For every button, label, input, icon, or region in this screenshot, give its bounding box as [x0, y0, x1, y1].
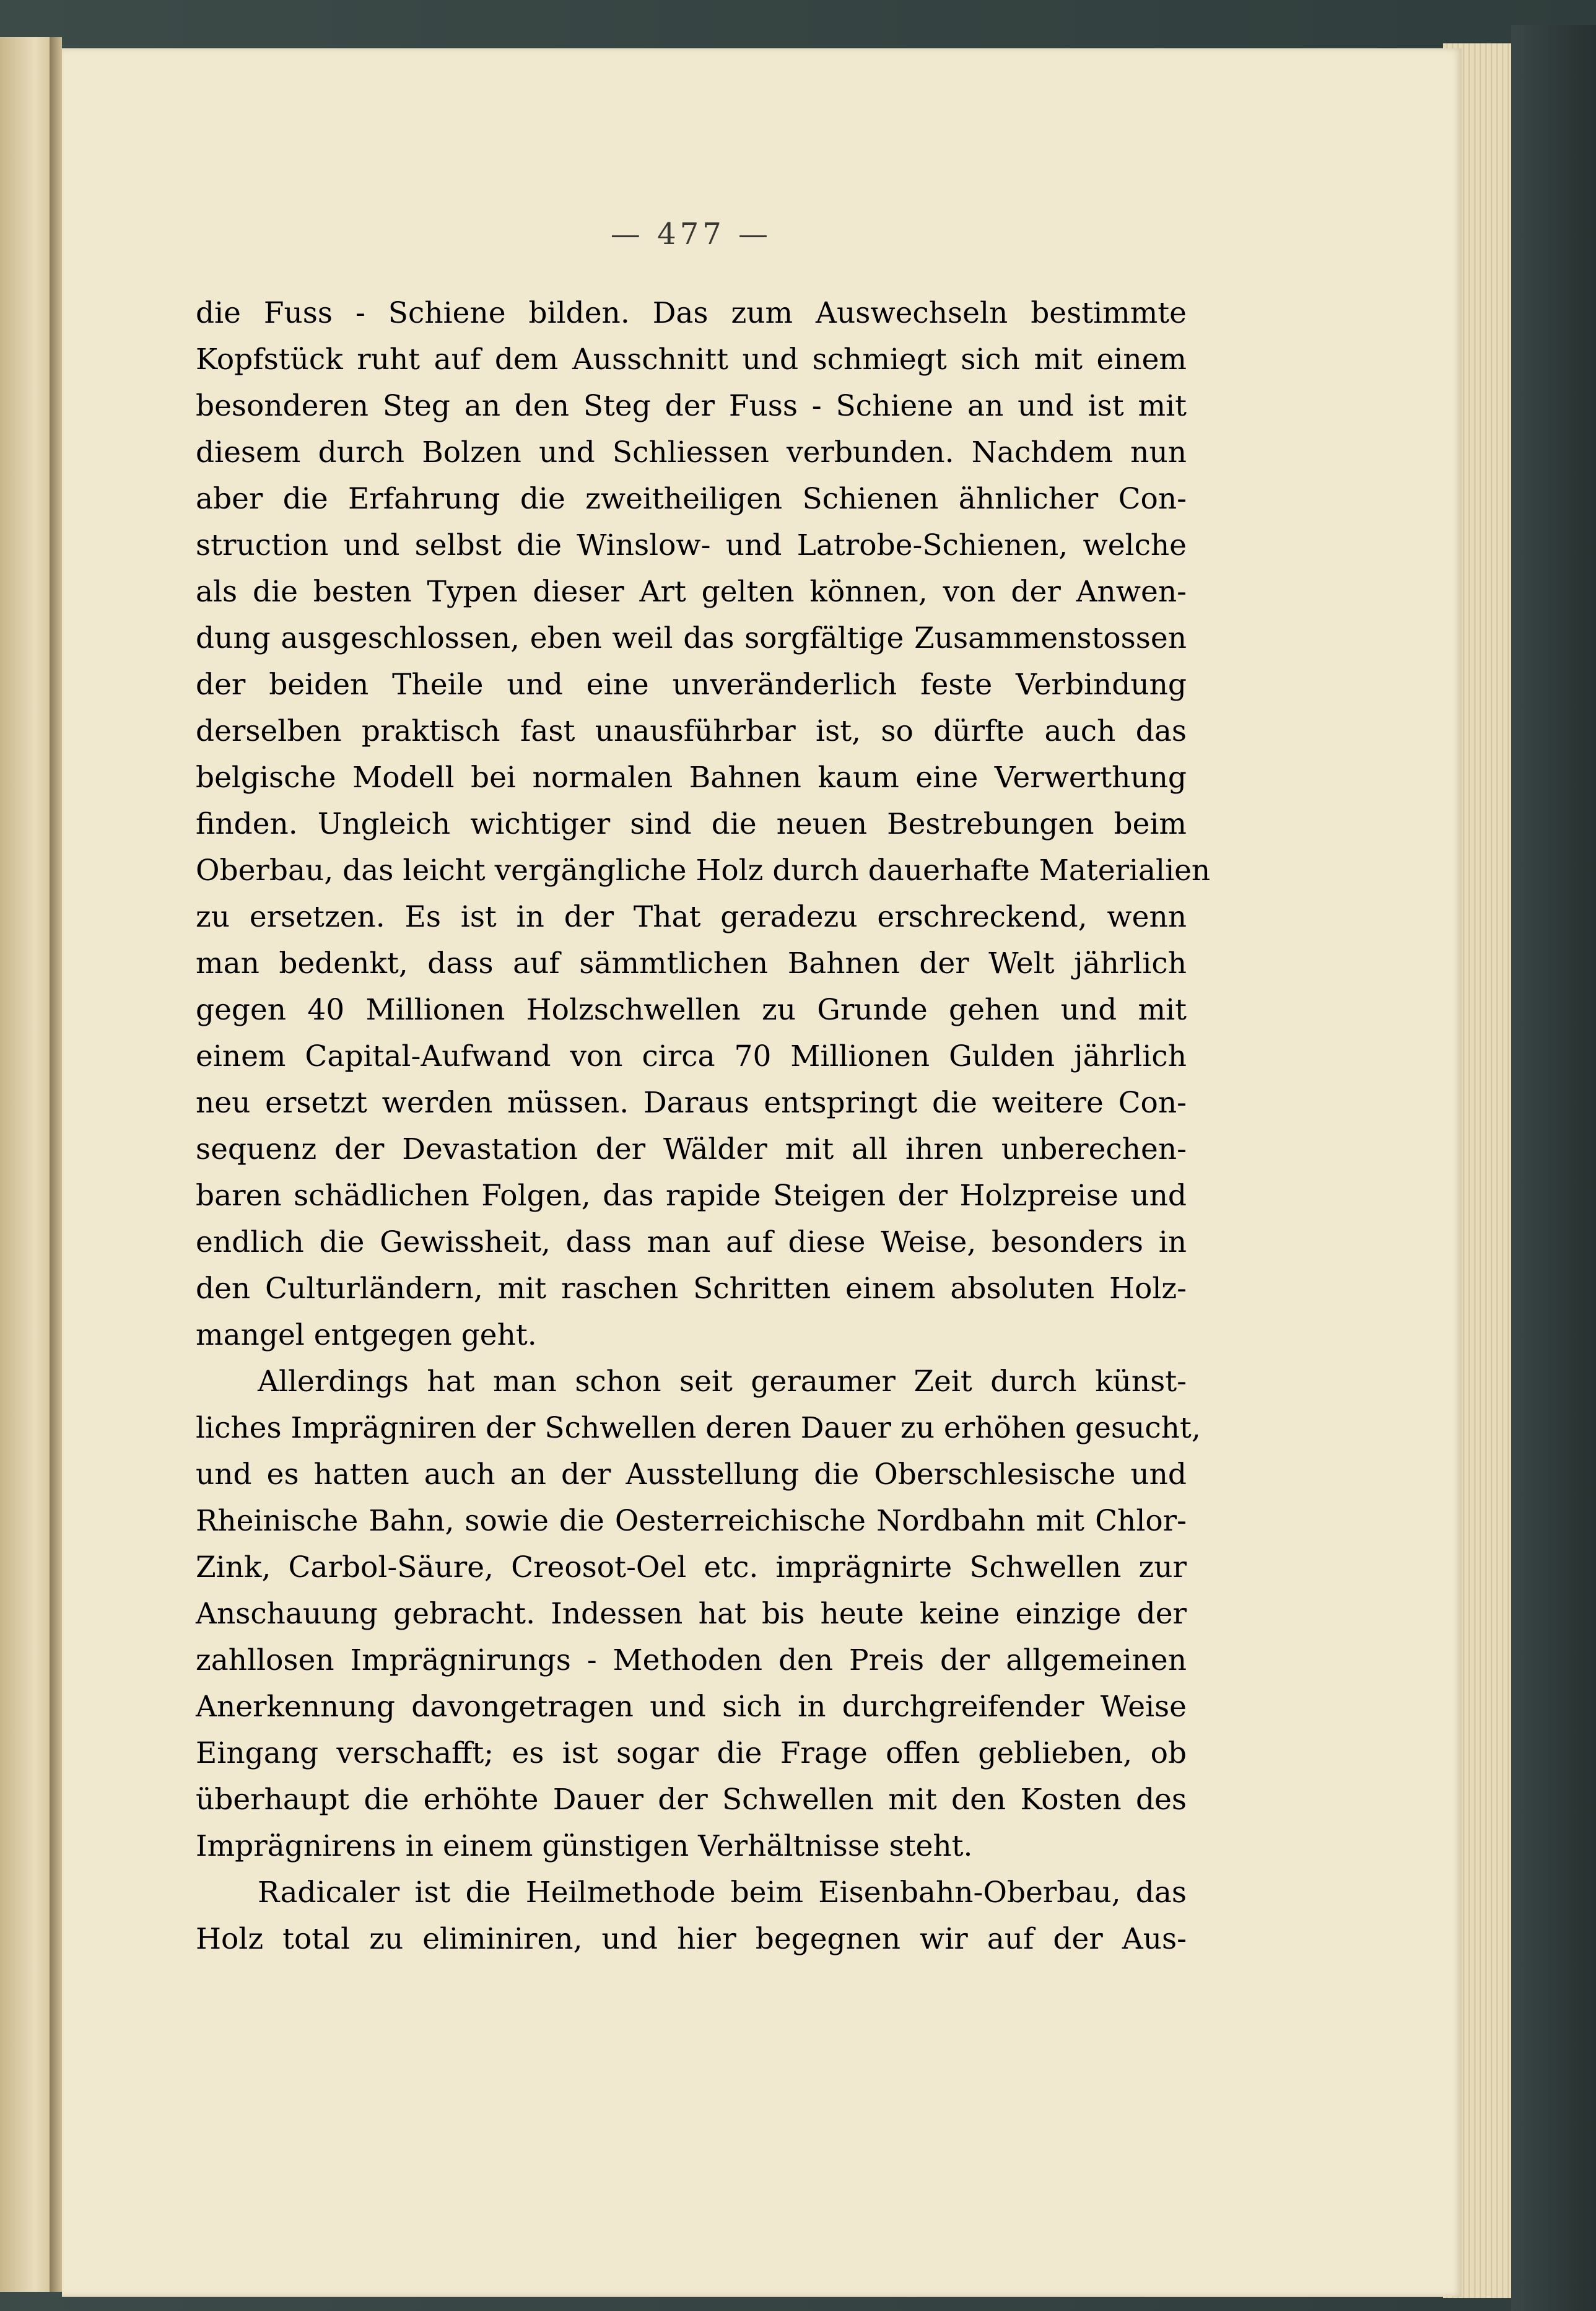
text-line: man bedenkt, dass auf sämmtlichen Bahnen der Welt jährlich — [196, 946, 1187, 981]
text-line: struction und selbst die Winslow- und Latrobe-Schienen, welche — [196, 528, 1187, 562]
text-line: und es hatten auch an der Ausstellung die Oberschlesische und — [196, 1457, 1187, 1492]
text-line: überhaupt die erhöhte Dauer der Schwellen mit den Kosten des — [196, 1783, 1187, 1817]
page-number: — 477 — — [610, 217, 772, 251]
text-line: Rheinische Bahn, sowie die Oesterreichische Nordbahn mit Chlor- — [196, 1504, 1187, 1538]
text-line: mangel entgegen geht. — [196, 1318, 537, 1352]
text-line: Imprägnirens in einem günstigen Verhältnisse steht. — [196, 1829, 973, 1863]
text-line: Anerkennung davongetragen und sich in durchgreifender Weise — [196, 1690, 1187, 1724]
text-line: die Fuss - Schiene bilden. Das zum Auswechseln bestimmte — [196, 296, 1187, 330]
text-line: Eingang verschafft; es ist sogar die Frage offen geblieben, ob — [196, 1736, 1187, 1770]
text-line: Allerdings hat man schon seit geraumer Zeit durch künst- — [258, 1365, 1187, 1399]
text-line: gegen 40 Millionen Holzschwellen zu Grunde gehen und mit — [196, 993, 1187, 1027]
text-line: diesem durch Bolzen und Schliessen verbunden. Nachdem nun — [196, 435, 1187, 470]
text-line: dung ausgeschlossen, eben weil das sorgfältige Zusammenstossen — [196, 621, 1187, 655]
text-line: endlich die Gewissheit, dass man auf diese Weise, besonders in — [196, 1225, 1187, 1259]
text-line: liches Imprägniren der Schwellen deren Dauer zu erhöhen gesucht, — [196, 1411, 1201, 1445]
text-line: der beiden Theile und eine unveränderlich feste Verbindung — [196, 668, 1187, 702]
text-line: Zink, Carbol-Säure, Creosot-Oel etc. imprägnirte Schwellen zur — [196, 1550, 1187, 1584]
text-line: finden. Ungleich wichtiger sind die neuen Bestrebungen beim — [196, 807, 1187, 841]
text-line: einem Capital-Aufwand von circa 70 Millionen Gulden jährlich — [196, 1039, 1187, 1073]
text-line: den Culturländern, mit raschen Schritten einem absoluten Holz- — [196, 1272, 1187, 1306]
text-line: zu ersetzen. Es ist in der That geradezu erschreckend, wenn — [196, 900, 1187, 934]
facing-page-edge — [0, 37, 50, 2292]
text-line: Radicaler ist die Heilmethode beim Eisenbahn-Oberbau, das — [258, 1876, 1187, 1910]
text-line: aber die Erfahrung die zweitheiligen Schienen ähnlicher Con- — [196, 482, 1187, 516]
text-line: neu ersetzt werden müssen. Daraus entspringt die weitere Con- — [196, 1086, 1187, 1120]
text-line: belgische Modell bei normalen Bahnen kaum eine Verwerthung — [196, 761, 1187, 795]
text-line: Holz total zu eliminiren, und hier begegnen wir auf der Aus- — [196, 1922, 1187, 1956]
text-line: zahllosen Imprägnirungs - Methoden den Preis der allgemeinen — [196, 1643, 1187, 1677]
text-line: Oberbau, das leicht vergängliche Holz durch dauerhafte Materialien — [196, 854, 1211, 888]
text-line: Kopfstück ruht auf dem Ausschnitt und schmiegt sich mit einem — [196, 343, 1187, 377]
book-cover-edge — [1511, 25, 1596, 2311]
text-lines — [196, 290, 1211, 1962]
text-line: baren schädlichen Folgen, das rapide Steigen der Holzpreise und — [196, 1179, 1187, 1213]
book-gutter — [50, 37, 62, 2292]
text-line: Anschauung gebracht. Indessen hat bis heute keine einzige der — [196, 1597, 1187, 1631]
text-line: als die besten Typen dieser Art gelten können, von der Anwen- — [196, 575, 1187, 609]
text-line: besonderen Steg an den Steg der Fuss - Schiene an und ist mit — [196, 389, 1187, 423]
page-body-text — [196, 290, 1211, 1962]
text-line: sequenz der Devastation der Wälder mit all ihren unberechen- — [196, 1132, 1187, 1166]
text-line: derselben praktisch fast unausführbar ist, so dürfte auch das — [196, 714, 1187, 748]
